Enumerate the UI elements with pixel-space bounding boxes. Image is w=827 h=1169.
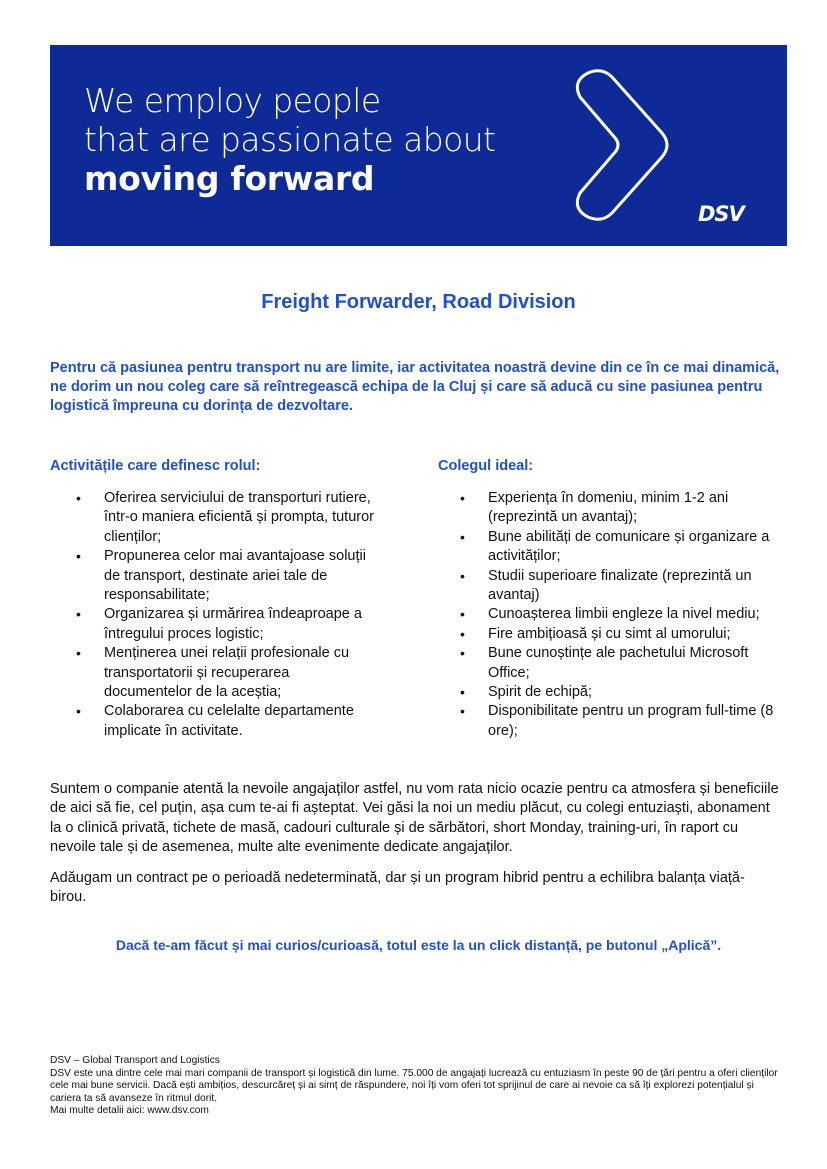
list-item: • Studii superioare finalizate (reprezintă un avantaj) xyxy=(460,567,790,606)
banner-line-1: We employ people xyxy=(84,81,381,120)
footer-company-name: DSV – Global Transport and Logistics xyxy=(50,1055,220,1066)
contract-paragraph: Adăugam un contract pe o perioadă nedeterminată, dar și un program hibrid pentru a echilibra balanța viață-birou. xyxy=(50,870,745,906)
chevron-right-icon xyxy=(540,65,680,225)
list-item: • Organizarea și urmărirea îndeaproape a întregului proces logistic; xyxy=(76,605,376,644)
apply-call-to-action: Dacă te-am făcut și mai curios/curioasă, totul este la un click distanță, pe butonul „Aplică”. xyxy=(115,937,722,953)
footer-description: DSV este una dintre cele mai mari companii de transport și logistică din lume. 75.000 de angajați lucrează cu entuziasm în peste 90 de țări pentru a oferi clienților cele mai bune servicii. Dacă ești ambițios, descurcăreț și ai simț de răspundere, noi îți vom oferi tot sprijinul de care ai nevoie ca să îți explorezi potențialul și cariera ta să avanseze în ritmul dorit. xyxy=(50,1067,778,1104)
list-item: • Bune cunoștințe ale pachetului Microsoft Office; xyxy=(460,644,790,683)
list-item: • Colaborarea cu celelalte departamente implicate în activitate. xyxy=(76,702,376,741)
responsibilities-heading: Activitățile care definesc rolul: xyxy=(50,458,261,474)
banner-slogan xyxy=(84,81,495,198)
list-item: • Cunoașterea limbii engleze la nivel mediu; xyxy=(460,605,790,624)
hero-banner xyxy=(50,45,787,246)
list-item: • Disponibilitate pentru un program full-time (8 ore); xyxy=(460,702,790,741)
job-title: Freight Forwarder, Road Division xyxy=(261,291,576,313)
list-item: • Propunerea celor mai avantajoase soluții de transport, destinate ariei tale de responsabilitate; xyxy=(76,547,376,605)
banner-line-2: that are passionate about xyxy=(84,120,496,159)
banner-line-3: moving forward xyxy=(84,159,375,198)
dsv-logo: DSV xyxy=(698,202,744,226)
footer-website: Mai multe detalii aici: www.dsv.com xyxy=(50,1105,209,1117)
list-item: • Spirit de echipă; xyxy=(460,683,790,702)
list-item: • Menținerea unei relații profesionale cu transportatorii și recuperarea documentelor de la aceștia; xyxy=(76,644,376,702)
list-item: • Bune abilități de comunicare și organizare a activităților; xyxy=(460,528,790,567)
responsibilities-list xyxy=(76,489,376,741)
ideal-candidate-heading: Colegul ideal: xyxy=(438,458,534,474)
list-item: • Fire ambițioasă și cu simt al umorului; xyxy=(460,625,790,644)
intro-paragraph: Pentru că pasiunea pentru transport nu are limite, iar activitatea noastră devine din ce în ce mai dinamică, ne dorim un nou coleg care să reîntregească echipa de la Cluj și care să aducă cu sine pasiunea pentru logistică împreuna cu dorința de dezvoltare. xyxy=(50,360,780,414)
list-item: • Oferirea serviciului de transporturi rutiere, într-o maniera eficientă și prompta, tuturor clienților; xyxy=(76,489,376,547)
list-item: • Experiența în domeniu, minim 1-2 ani (reprezintă un avantaj); xyxy=(460,489,790,528)
requirements-list xyxy=(460,489,790,741)
benefits-paragraph: Suntem o companie atentă la nevoile angajaților astfel, nu vom rata nicio ocazie pentru ca atmosfera și beneficiile de aici să fie, cel puțin, așa cum te-ai fi așteptat. Vei găsi la noi un mediu plăcut, cu colegi entuziaști, abonament la o clinică privată, tichete de masă, cadouri culturale și de sărbători, short Monday, training-uri, în raport cu nevoile tale și de asemenea, multe alte evenimente dedicate angajaților. xyxy=(50,781,779,856)
company-footer xyxy=(50,1055,785,1118)
